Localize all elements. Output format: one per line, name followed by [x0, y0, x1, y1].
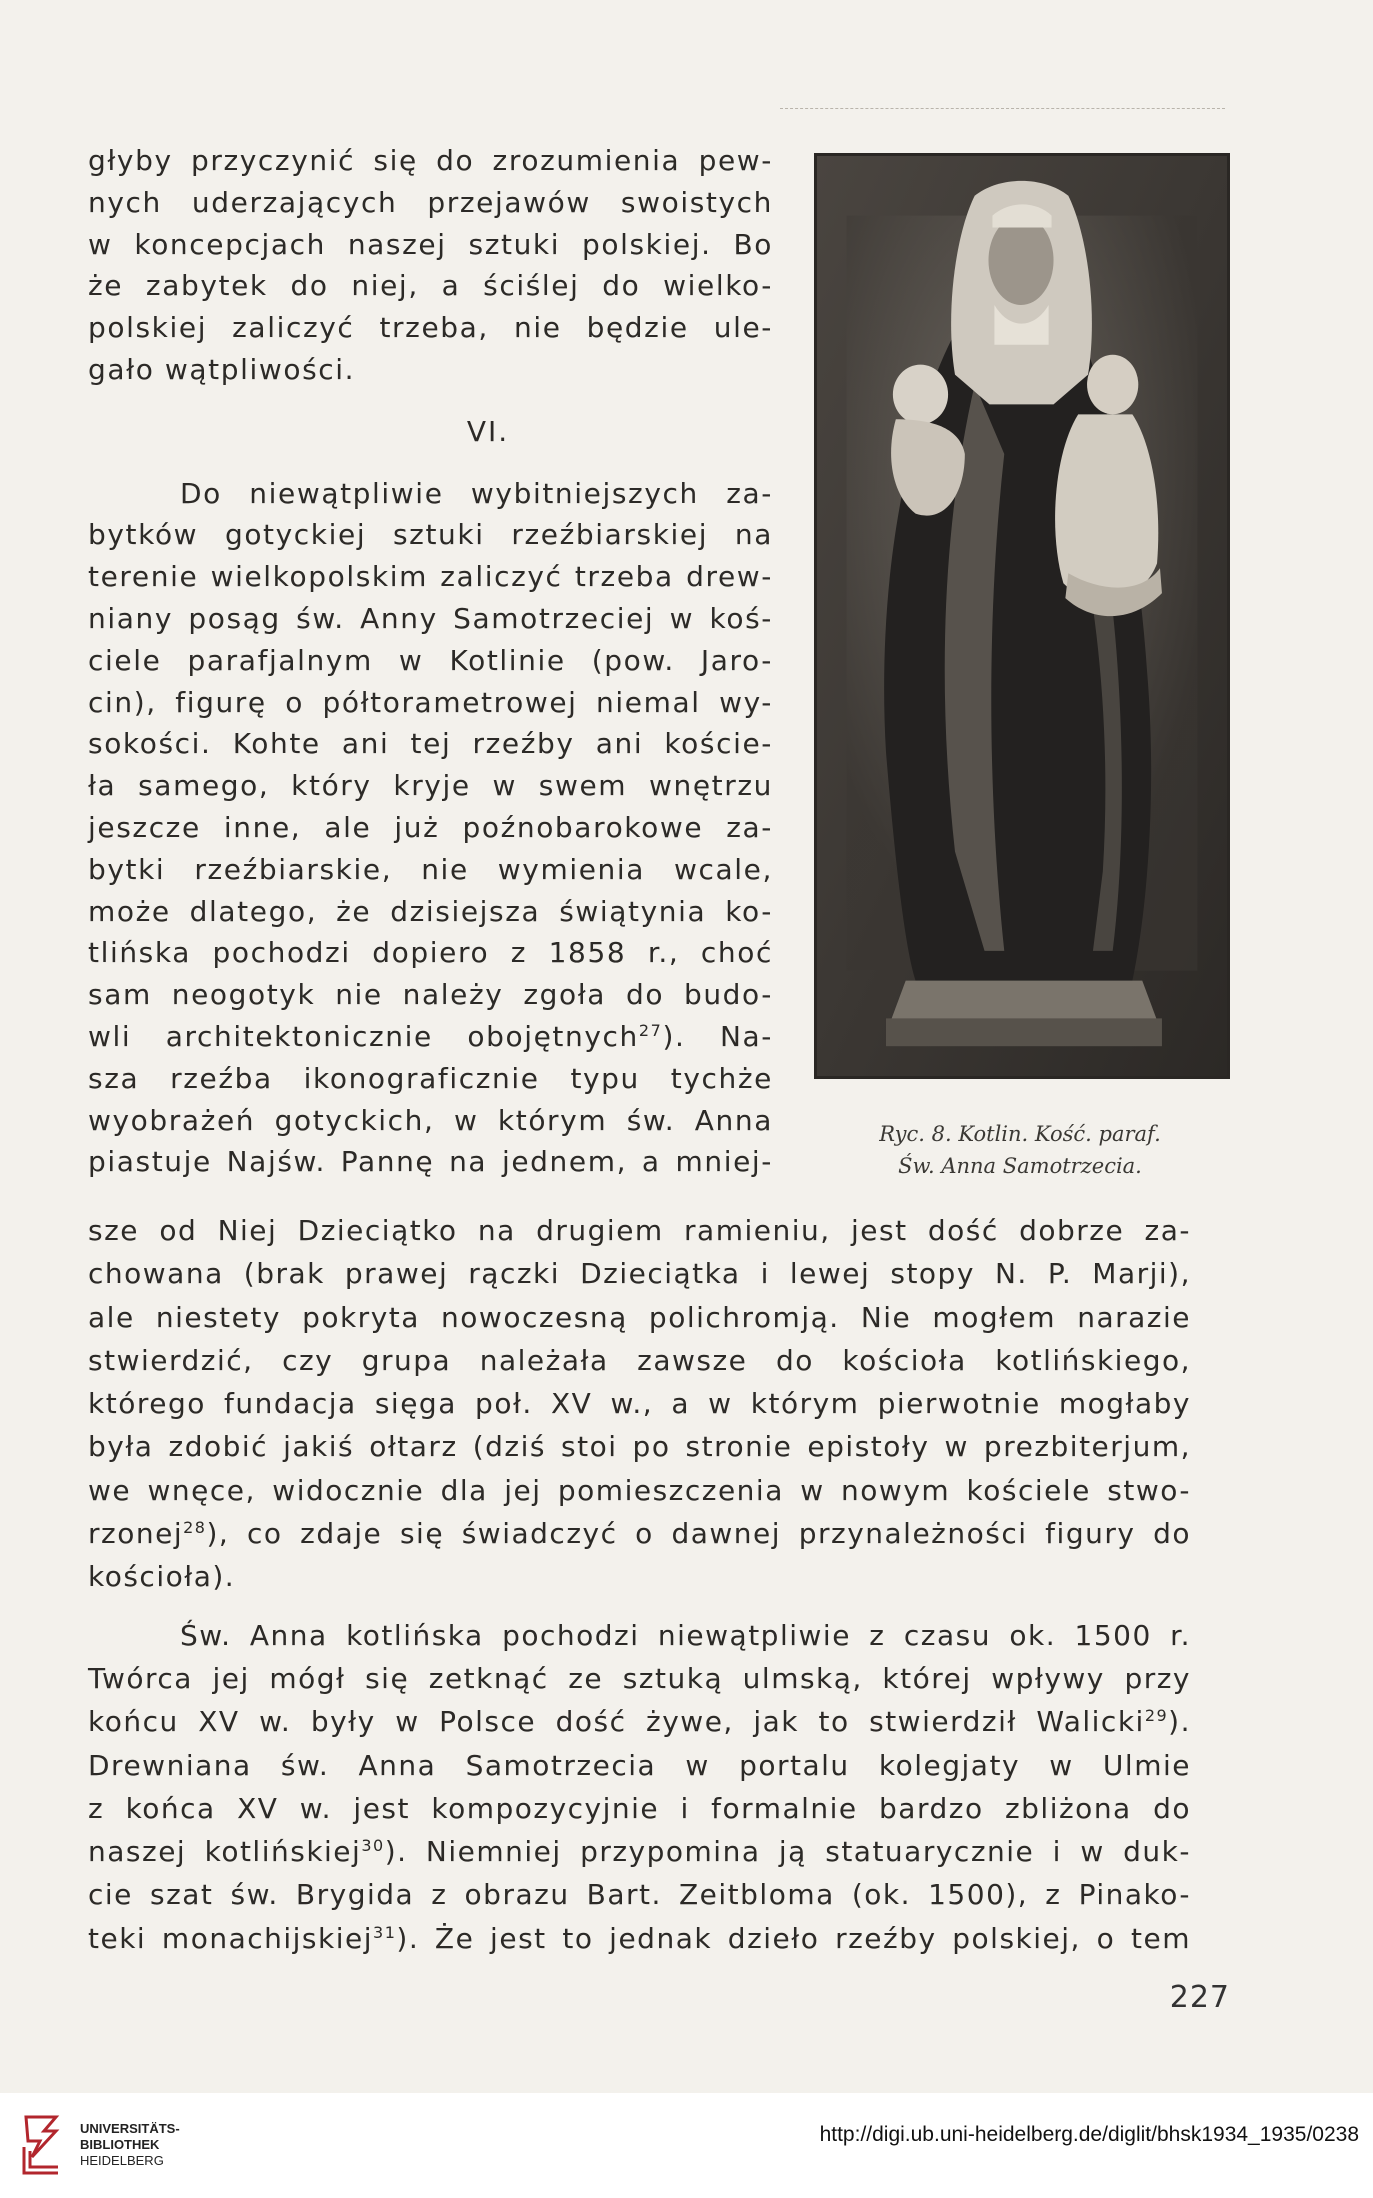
text-line: z końca XV w. jest kompozycyjnie i formalnie bardzo zbliżona do: [88, 1791, 1191, 1825]
text-line: terenie wielkopolskim zaliczyć trzeba drew-: [88, 560, 773, 594]
text-line-with-footnote-28: rzonej$^{28}$), co zdaje się świadczyć o dawnej przynależności figury do: [88, 1517, 1191, 1551]
top-rule: [780, 108, 1225, 109]
section-heading: VI.: [466, 414, 510, 448]
paragraph-continuation: [88, 1209, 1191, 1512]
footnote-ref-31[interactable]: 31: [373, 1922, 397, 1942]
section-paragraph: [88, 473, 773, 1016]
text-line: Św. Anna kotlińska pochodzi niewątpliwie z czasu ok. 1500 r.: [180, 1618, 1191, 1652]
text-line: była zdobić jakiś ołtarz (dziś stoi po stronie epistoły w prezbiterjum,: [88, 1430, 1191, 1464]
text-line: we wnęce, widocznie dla jej pomieszczenia w nowym kościele stwo-: [88, 1473, 1191, 1507]
text-line: sam neogotyk nie należy zgoła do budo-: [88, 978, 773, 1012]
text-line: gało wątpliwości.: [88, 352, 356, 386]
figure-photo-st-anne: [814, 153, 1230, 1079]
text-line: może dlatego, że dzisiejsza świątynia ko-: [88, 894, 773, 928]
text-line: sze od Niej Dzieciątko na drugiem ramieniu, jest dość dobrze za-: [88, 1214, 1191, 1247]
text-line: tlińska pochodzi dopiero z 1858 r., choć: [88, 936, 773, 970]
second-paragraph-lines-a: [88, 1614, 1191, 1701]
second-paragraph-lines-b: [88, 1744, 1191, 1831]
text-line: piastuje Najśw. Pannę na jednem, a mniej-: [88, 1145, 773, 1179]
text-line: bytki rzeźbiarskie, nie wymienia wcale,: [88, 852, 773, 886]
text-line: w koncepcjach naszej sztuki polskiej. Bo: [88, 227, 773, 261]
footnote-ref-27[interactable]: 27: [638, 1020, 663, 1040]
text-line-with-footnote-29: końcu XV w. były w Polsce dość żywe, jak to stwierdził Walicki$^{29}$).: [88, 1705, 1191, 1739]
text-line: sokości. Kohte ani tej rzeźby ani koście-: [88, 727, 773, 761]
text-line: stwierdzić, czy grupa należała zawsze do kościoła kotlińskiego,: [88, 1343, 1191, 1377]
text-line: ła samego, który kryje w swem wnętrzu: [88, 769, 773, 803]
text-line: sza rzeźba ikonograficznie typu tychże: [88, 1061, 773, 1095]
text-line: polskiej zaliczyć trzeba, nie będzie ule-: [88, 311, 773, 345]
text-line-with-footnote-31: teki monachijskiej$^{31}$). Że jest to jednak dzieło rzeźby polskiej, o tem: [88, 1921, 1191, 1955]
second-paragraph: [88, 1614, 1191, 1960]
text-line: ale niestety pokryta nowoczesną polichromją. Nie mogłem narazie: [88, 1300, 1191, 1334]
text-line-with-footnote-30: naszej kotlińskiej$^{30}$). Niemniej przypomina ją statuarycznie i w duk-: [88, 1835, 1191, 1869]
text-line: chowana (brak prawej rączki Dzieciątka i lewej stopy N. P. Marji),: [88, 1257, 1191, 1291]
library-name: UNIVERSITÄTS- BIBLIOTHEK HEIDELBERG: [80, 2121, 180, 2168]
statue-photo-illustration: [817, 156, 1227, 1076]
text-line: bytków gotyckiej sztuki rzeźbiarskiej na: [88, 518, 773, 552]
text-line: że zabytek do niej, a ściślej do wielko-: [88, 269, 773, 303]
digitization-footer: [0, 2093, 1373, 2198]
paragraph-end-line: kościoła).: [88, 1560, 236, 1594]
text-line: ciele parafjalnym w Kotlinie (pow. Jaro-: [88, 643, 773, 677]
opening-paragraph: [88, 140, 773, 391]
footnote-ref-29[interactable]: 29: [1144, 1706, 1169, 1726]
footnote-ref-28[interactable]: 28: [183, 1518, 207, 1538]
text-line: Do niewątpliwie wybitniejszych za-: [180, 476, 773, 510]
text-line: Twórca jej mógł się zetknąć ze sztuką ulmską, której wpływy przy: [88, 1661, 1191, 1695]
text-line-with-footnote-27: wli architektonicznie obojętnych$^{27}$). Na-: [88, 1019, 773, 1053]
page-number: 227: [1169, 1980, 1230, 2015]
full-width-text: [88, 1209, 1191, 1960]
section-paragraph-end: [88, 1058, 773, 1183]
text-line: cin), figurę o półtorametrowej niemal wy-: [88, 685, 773, 719]
caption-line-2: Św. Anna Samotrzecia.: [898, 1154, 1142, 1178]
text-line: niany posąg św. Anny Samotrzeciej w koś-: [88, 601, 773, 635]
text-line: nych uderzających przejawów swoistych: [88, 185, 773, 219]
text-line: Drewniana św. Anna Samotrzecia w portalu kolegjaty w Ulmie: [88, 1748, 1191, 1782]
text-line: wyobrażeń gotyckich, w którym św. Anna: [88, 1103, 773, 1137]
permalink-url[interactable]: http://digi.ub.uni-heidelberg.de/diglit/bhsk1934_1935/0238: [819, 2123, 1359, 2146]
text-line: jeszcze inne, ale już poźnobarokowe za-: [88, 810, 773, 844]
text-line: głyby przyczynić się do zrozumienia pew-: [88, 144, 773, 177]
text-line: cie szat św. Brygida z obrazu Bart. Zeitbloma (ok. 1500), z Pinako-: [88, 1878, 1191, 1912]
caption-line-1: Ryc. 8. Kotlin. Kość. paraf.: [879, 1122, 1161, 1146]
upper-text-column: [88, 140, 773, 1183]
library-logo-icon: [14, 2113, 68, 2179]
figure-caption: [800, 1118, 1240, 1182]
footnote-ref-30[interactable]: 30: [361, 1836, 385, 1856]
text-line: którego fundacja sięga poł. XV w., a w którym pierwotnie mogłaby: [88, 1387, 1191, 1421]
